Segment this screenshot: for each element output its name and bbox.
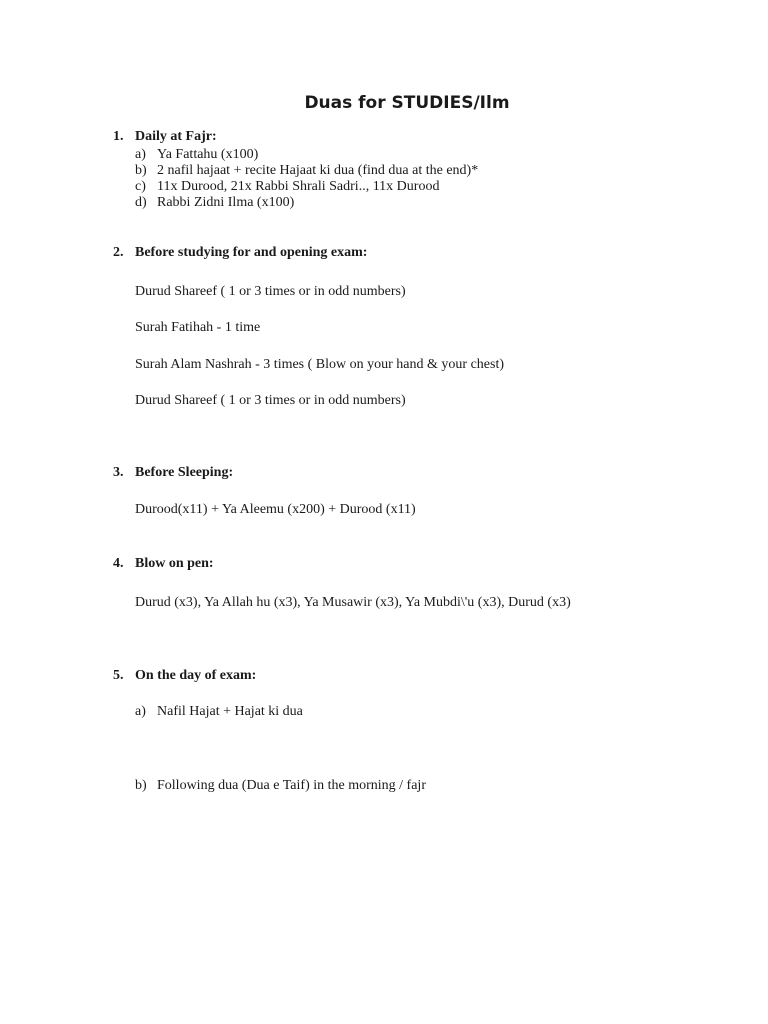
list-item: 2 nafil hajaat + recite Hajaat ki dua (find dua at the end)* (157, 163, 479, 178)
list-letter: d) (135, 195, 147, 210)
list-item: Nafil Hajat + Hajat ki dua (157, 704, 303, 719)
list-letter: a) (135, 704, 146, 719)
section-heading: Blow on pen: (135, 556, 214, 571)
list-item: 11x Durood, 21x Rabbi Shrali Sadri.., 11x Durood (157, 179, 440, 194)
list-item: Rabbi Zidni Ilma (x100) (157, 195, 295, 210)
paragraph: Surah Fatihah - 1 time (135, 320, 261, 335)
list-item: Following dua (Dua e Taif) in the morning / fajr (157, 778, 426, 793)
section-heading: Daily at Fajr: (135, 129, 217, 144)
list-item: Ya Fattahu (x100) (157, 147, 259, 162)
list-letter: b) (135, 163, 147, 178)
list-letter: b) (135, 778, 147, 793)
paragraph: Durood(x11) + Ya Aleemu (x200) + Durood (x11) (135, 502, 416, 517)
section-number: 1. (113, 129, 124, 144)
section-heading: Before Sleeping: (135, 465, 234, 480)
paragraph: Surah Alam Nashrah - 3 times ( Blow on your hand & your chest) (135, 357, 504, 372)
paragraph: Durud Shareef ( 1 or 3 times or in odd numbers) (135, 393, 406, 408)
section-heading: Before studying for and opening exam: (135, 245, 368, 260)
paragraph: Durud Shareef ( 1 or 3 times or in odd numbers) (135, 284, 406, 299)
section-number: 3. (113, 465, 124, 480)
section-number: 2. (113, 245, 124, 260)
paragraph: Durud (x3), Ya Allah hu (x3), Ya Musawir (x3), Ya Mubdi\'u (x3), Durud (x3) (135, 595, 571, 610)
document-title: Duas for STUDIES/Ilm (304, 93, 510, 113)
list-letter: c) (135, 179, 146, 194)
section-number: 5. (113, 668, 124, 683)
section-number: 4. (113, 556, 124, 571)
list-letter: a) (135, 147, 146, 162)
section-heading: On the day of exam: (135, 668, 257, 683)
